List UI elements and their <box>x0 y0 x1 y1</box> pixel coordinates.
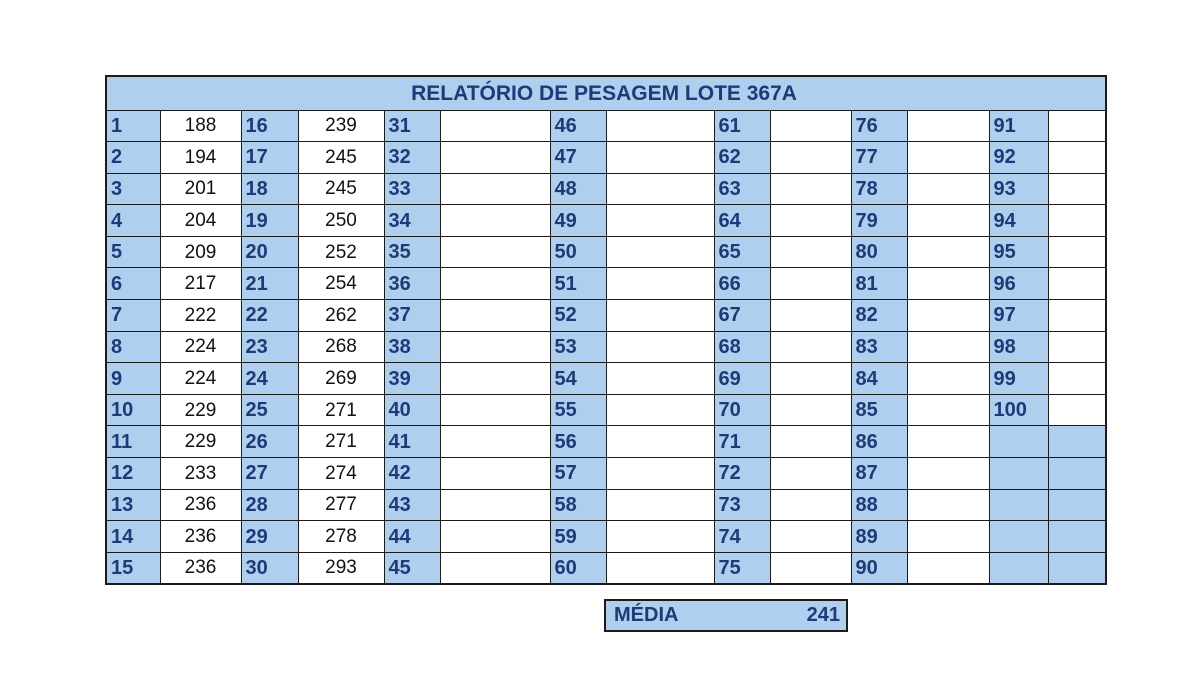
sample-number: 78 <box>851 173 907 205</box>
sample-number: 60 <box>550 552 606 584</box>
weight-value: 222 <box>160 300 241 332</box>
sample-number: 15 <box>106 552 160 584</box>
sample-number: 67 <box>714 300 770 332</box>
sample-number: 97 <box>989 300 1048 332</box>
weight-value <box>606 331 714 363</box>
weight-value: 254 <box>298 268 384 300</box>
average-value: 241 <box>806 604 840 626</box>
weight-value <box>770 142 851 174</box>
sample-number <box>989 521 1048 553</box>
weight-value <box>770 489 851 521</box>
weight-value <box>1048 236 1106 268</box>
weight-value: 262 <box>298 300 384 332</box>
sample-number: 30 <box>241 552 298 584</box>
weight-value: 209 <box>160 236 241 268</box>
weight-value: 268 <box>298 331 384 363</box>
sample-number: 48 <box>550 173 606 205</box>
weight-value <box>907 331 989 363</box>
weight-value: 217 <box>160 268 241 300</box>
weight-value <box>907 142 989 174</box>
weight-value: 204 <box>160 205 241 237</box>
sample-number: 90 <box>851 552 907 584</box>
sample-number: 37 <box>384 300 440 332</box>
sample-number: 21 <box>241 268 298 300</box>
weight-value <box>907 268 989 300</box>
weight-value <box>1048 458 1106 490</box>
weight-value <box>907 205 989 237</box>
sample-number: 82 <box>851 300 907 332</box>
weight-value: 233 <box>160 458 241 490</box>
weight-value <box>440 236 550 268</box>
weight-value: 250 <box>298 205 384 237</box>
weight-value <box>770 458 851 490</box>
weight-value <box>440 394 550 426</box>
sample-number: 25 <box>241 394 298 426</box>
weight-value <box>907 173 989 205</box>
weight-value <box>907 394 989 426</box>
sample-number: 86 <box>851 426 907 458</box>
table-row <box>106 363 1106 395</box>
sample-number: 27 <box>241 458 298 490</box>
weight-value: 239 <box>298 110 384 142</box>
weight-value <box>440 268 550 300</box>
sample-number: 98 <box>989 331 1048 363</box>
sample-number: 4 <box>106 205 160 237</box>
report-body <box>106 110 1106 584</box>
weight-value: 252 <box>298 236 384 268</box>
weight-value <box>907 489 989 521</box>
sample-number: 69 <box>714 363 770 395</box>
sample-number: 3 <box>106 173 160 205</box>
weight-value <box>1048 363 1106 395</box>
weight-value <box>1048 521 1106 553</box>
sample-number: 92 <box>989 142 1048 174</box>
weight-value <box>606 300 714 332</box>
sample-number: 96 <box>989 268 1048 300</box>
weight-value <box>907 110 989 142</box>
sample-number: 80 <box>851 236 907 268</box>
sample-number: 95 <box>989 236 1048 268</box>
weight-value <box>606 205 714 237</box>
sample-number: 29 <box>241 521 298 553</box>
weight-value <box>1048 268 1106 300</box>
weight-value <box>907 300 989 332</box>
weight-value <box>606 426 714 458</box>
sample-number: 84 <box>851 363 907 395</box>
weight-value <box>770 426 851 458</box>
weight-value: 269 <box>298 363 384 395</box>
report-title: RELATÓRIO DE PESAGEM LOTE 367A <box>106 76 1106 110</box>
sample-number <box>989 552 1048 584</box>
sample-number: 34 <box>384 205 440 237</box>
sample-number: 38 <box>384 331 440 363</box>
sample-number: 87 <box>851 458 907 490</box>
weight-value: 201 <box>160 173 241 205</box>
weight-value <box>1048 300 1106 332</box>
sample-number: 73 <box>714 489 770 521</box>
weight-value <box>606 236 714 268</box>
weight-value <box>440 205 550 237</box>
weight-value <box>440 300 550 332</box>
weight-value <box>907 521 989 553</box>
sample-number: 65 <box>714 236 770 268</box>
sample-number: 16 <box>241 110 298 142</box>
sample-number: 24 <box>241 363 298 395</box>
sample-number: 75 <box>714 552 770 584</box>
sample-number: 12 <box>106 458 160 490</box>
weight-value <box>440 552 550 584</box>
table-row <box>106 173 1106 205</box>
weight-value <box>1048 426 1106 458</box>
sample-number: 49 <box>550 205 606 237</box>
sample-number: 13 <box>106 489 160 521</box>
sample-number: 42 <box>384 458 440 490</box>
weight-value <box>440 331 550 363</box>
weight-value: 271 <box>298 394 384 426</box>
sample-number: 59 <box>550 521 606 553</box>
table-row <box>106 489 1106 521</box>
sample-number: 35 <box>384 236 440 268</box>
sample-number: 5 <box>106 236 160 268</box>
sample-number: 91 <box>989 110 1048 142</box>
weighing-report-table <box>105 75 1107 585</box>
weight-value <box>907 363 989 395</box>
sample-number: 85 <box>851 394 907 426</box>
sample-number: 22 <box>241 300 298 332</box>
sample-number: 31 <box>384 110 440 142</box>
weight-value <box>907 236 989 268</box>
sample-number: 61 <box>714 110 770 142</box>
weight-value <box>1048 142 1106 174</box>
sample-number: 56 <box>550 426 606 458</box>
weight-value <box>770 173 851 205</box>
sample-number: 2 <box>106 142 160 174</box>
sample-number: 51 <box>550 268 606 300</box>
sample-number: 88 <box>851 489 907 521</box>
sample-number: 68 <box>714 331 770 363</box>
weight-value <box>770 521 851 553</box>
average-label: MÉDIA <box>614 604 679 626</box>
weight-value: 236 <box>160 521 241 553</box>
sample-number: 74 <box>714 521 770 553</box>
weight-value: 229 <box>160 394 241 426</box>
weight-value <box>440 489 550 521</box>
sample-number: 36 <box>384 268 440 300</box>
weight-value <box>440 142 550 174</box>
weight-value: 277 <box>298 489 384 521</box>
weight-value <box>440 173 550 205</box>
weight-value <box>770 363 851 395</box>
sample-number: 18 <box>241 173 298 205</box>
table-row <box>106 521 1106 553</box>
table-row <box>106 300 1106 332</box>
weight-value <box>606 268 714 300</box>
weight-value: 229 <box>160 426 241 458</box>
sample-number: 94 <box>989 205 1048 237</box>
sample-number: 11 <box>106 426 160 458</box>
weight-value <box>606 142 714 174</box>
weight-value: 224 <box>160 363 241 395</box>
sample-number: 50 <box>550 236 606 268</box>
table-row <box>106 394 1106 426</box>
sample-number: 66 <box>714 268 770 300</box>
sample-number: 10 <box>106 394 160 426</box>
sample-number: 72 <box>714 458 770 490</box>
sample-number: 81 <box>851 268 907 300</box>
sample-number: 77 <box>851 142 907 174</box>
sample-number: 39 <box>384 363 440 395</box>
weight-value: 188 <box>160 110 241 142</box>
weight-value <box>770 331 851 363</box>
table-row <box>106 552 1106 584</box>
weight-value: 271 <box>298 426 384 458</box>
sample-number: 40 <box>384 394 440 426</box>
sample-number: 7 <box>106 300 160 332</box>
sample-number: 100 <box>989 394 1048 426</box>
weight-value <box>440 110 550 142</box>
sample-number: 62 <box>714 142 770 174</box>
sample-number <box>989 426 1048 458</box>
sample-number: 41 <box>384 426 440 458</box>
sample-number: 9 <box>106 363 160 395</box>
weight-value <box>770 394 851 426</box>
sample-number: 20 <box>241 236 298 268</box>
table-row <box>106 110 1106 142</box>
weight-value <box>440 363 550 395</box>
weight-value <box>770 300 851 332</box>
sample-number: 63 <box>714 173 770 205</box>
table-row <box>106 268 1106 300</box>
weight-value <box>1048 489 1106 521</box>
weight-value <box>606 458 714 490</box>
weight-value <box>440 426 550 458</box>
sample-number: 8 <box>106 331 160 363</box>
weight-value <box>440 458 550 490</box>
table-row <box>106 426 1106 458</box>
sample-number: 64 <box>714 205 770 237</box>
weight-value <box>770 110 851 142</box>
weight-value <box>606 489 714 521</box>
table-row <box>106 331 1106 363</box>
weight-value <box>770 205 851 237</box>
weight-value: 245 <box>298 142 384 174</box>
weight-value: 278 <box>298 521 384 553</box>
weight-value <box>770 552 851 584</box>
table-row <box>106 458 1106 490</box>
weight-value <box>606 110 714 142</box>
weight-value <box>907 458 989 490</box>
sample-number: 46 <box>550 110 606 142</box>
sample-number: 19 <box>241 205 298 237</box>
weight-value: 274 <box>298 458 384 490</box>
sample-number: 89 <box>851 521 907 553</box>
weight-value <box>1048 110 1106 142</box>
weight-value <box>1048 552 1106 584</box>
table-row <box>106 205 1106 237</box>
weight-value <box>1048 394 1106 426</box>
weight-value: 236 <box>160 489 241 521</box>
sample-number: 17 <box>241 142 298 174</box>
table-row <box>106 236 1106 268</box>
sample-number: 79 <box>851 205 907 237</box>
sample-number: 83 <box>851 331 907 363</box>
sample-number: 52 <box>550 300 606 332</box>
sample-number <box>989 458 1048 490</box>
table-row <box>106 142 1106 174</box>
sample-number: 76 <box>851 110 907 142</box>
weight-value: 224 <box>160 331 241 363</box>
sample-number: 6 <box>106 268 160 300</box>
weight-value: 236 <box>160 552 241 584</box>
weight-value: 194 <box>160 142 241 174</box>
sample-number: 45 <box>384 552 440 584</box>
sample-number: 47 <box>550 142 606 174</box>
weight-value <box>1048 331 1106 363</box>
sample-number: 93 <box>989 173 1048 205</box>
weight-value <box>606 394 714 426</box>
sample-number: 55 <box>550 394 606 426</box>
average-summary <box>604 599 848 632</box>
weight-value <box>606 173 714 205</box>
weight-value <box>606 552 714 584</box>
weight-value <box>1048 205 1106 237</box>
sample-number: 26 <box>241 426 298 458</box>
weight-value <box>1048 173 1106 205</box>
sample-number: 54 <box>550 363 606 395</box>
sample-number: 32 <box>384 142 440 174</box>
weight-value <box>440 521 550 553</box>
weight-value <box>770 268 851 300</box>
weight-value <box>907 552 989 584</box>
sample-number: 70 <box>714 394 770 426</box>
sample-number: 44 <box>384 521 440 553</box>
sample-number: 53 <box>550 331 606 363</box>
sample-number: 58 <box>550 489 606 521</box>
sample-number: 33 <box>384 173 440 205</box>
sample-number: 99 <box>989 363 1048 395</box>
sample-number: 23 <box>241 331 298 363</box>
sample-number: 57 <box>550 458 606 490</box>
weight-value: 293 <box>298 552 384 584</box>
sample-number: 14 <box>106 521 160 553</box>
sample-number: 71 <box>714 426 770 458</box>
weight-value: 245 <box>298 173 384 205</box>
weight-value <box>606 363 714 395</box>
sample-number: 43 <box>384 489 440 521</box>
weight-value <box>907 426 989 458</box>
weight-value <box>606 521 714 553</box>
sample-number: 1 <box>106 110 160 142</box>
sample-number: 28 <box>241 489 298 521</box>
sample-number <box>989 489 1048 521</box>
weight-value <box>770 236 851 268</box>
